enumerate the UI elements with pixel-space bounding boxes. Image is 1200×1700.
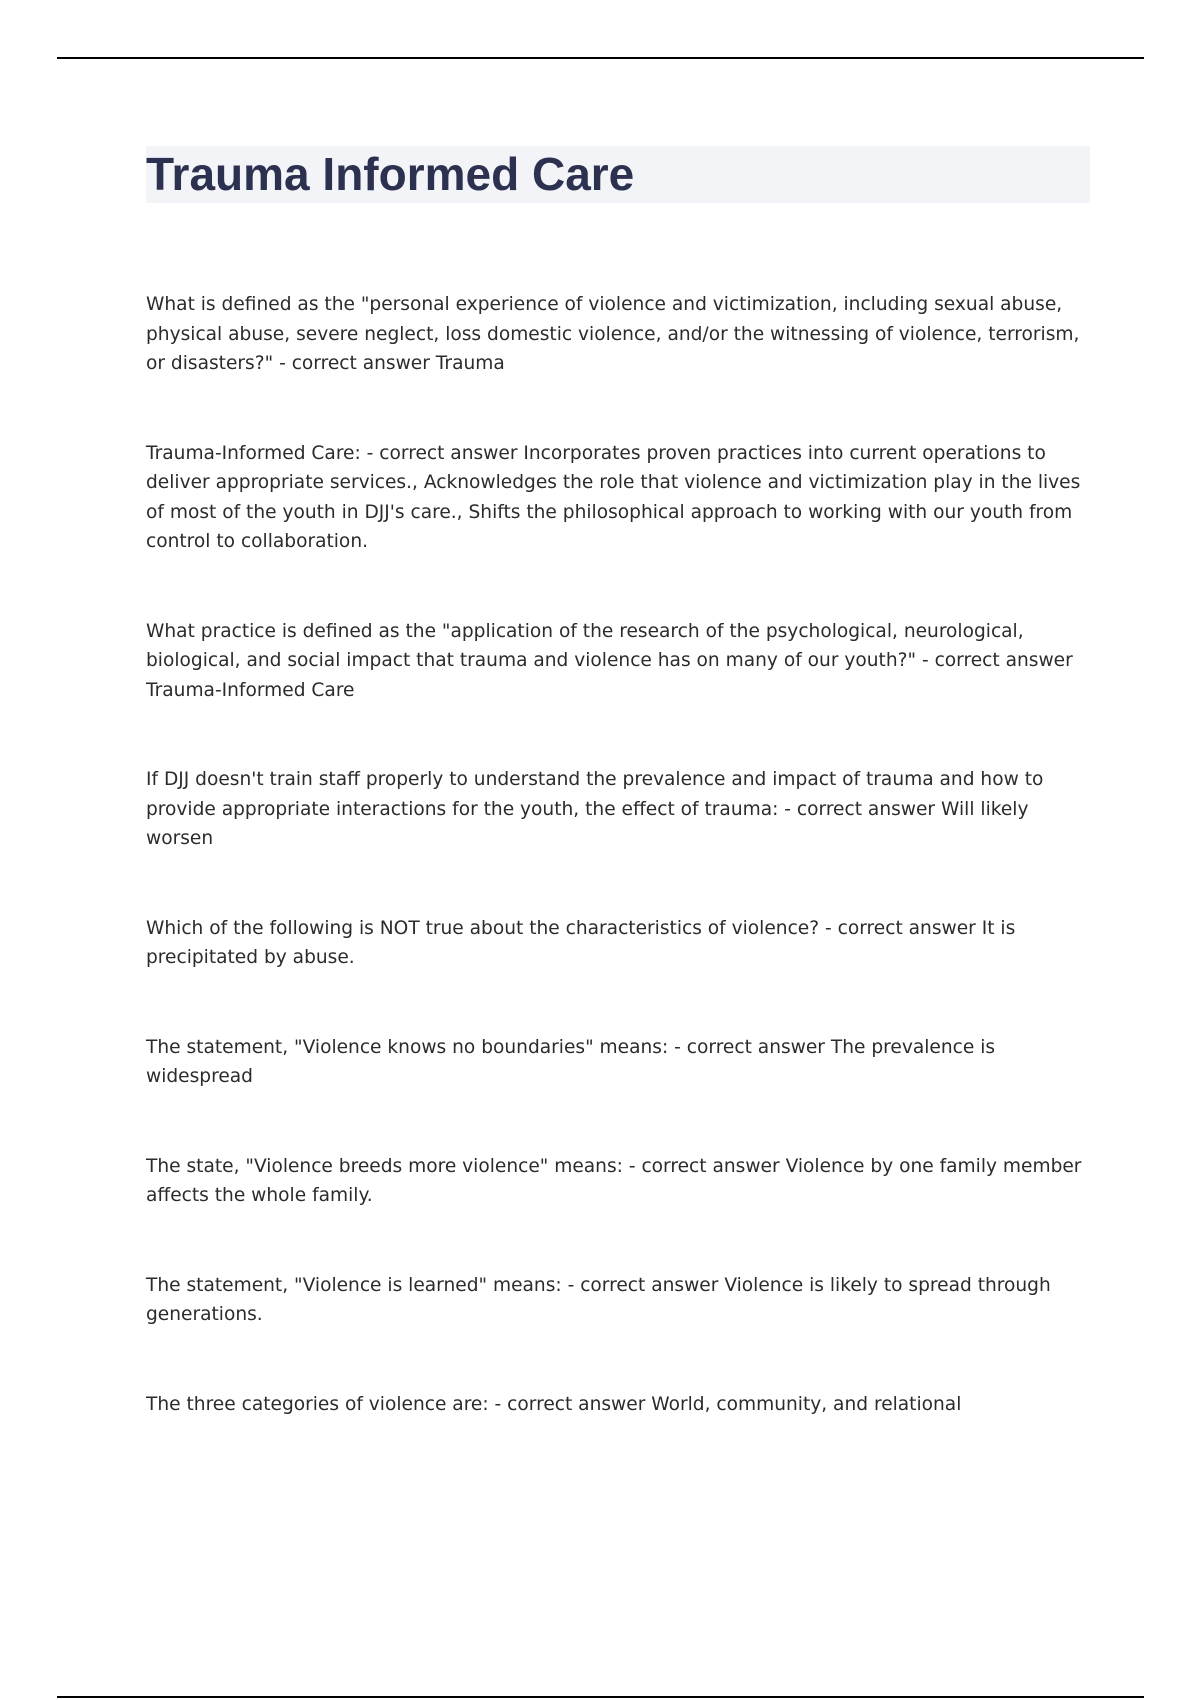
answer-text: World, community, and relational bbox=[651, 1393, 962, 1415]
question-text: Trauma-Informed Care: bbox=[146, 442, 361, 464]
separator-text: - bbox=[561, 1274, 581, 1296]
question-text: Which of the following is NOT true about the characteristics of violence? bbox=[146, 917, 820, 939]
qa-item-3 bbox=[146, 617, 1096, 706]
question-text: The three categories of violence are: bbox=[146, 1393, 489, 1415]
answer-text: Incorporates proven practices into current operations to deliver appropriate services., Acknowledges the role that violence and victimization play in the lives of most of the youth in DJJ's care., Shifts the philosophical approach to working with our youth from control to collaboration. bbox=[146, 442, 1081, 552]
separator-text: - bbox=[668, 1036, 687, 1058]
footer-rule bbox=[57, 1696, 1144, 1698]
answer-label: correct answer bbox=[507, 1393, 646, 1415]
qa-item-2 bbox=[146, 439, 1096, 557]
separator-text: - bbox=[778, 798, 797, 820]
answer-label: correct answer bbox=[686, 1036, 825, 1058]
question-text: What practice is defined as the "application of the research of the psychological, neurological, biological, and social impact that trauma and violence has on many of our youth?" bbox=[146, 620, 1024, 671]
question-text: The state, "Violence breeds more violence" means: bbox=[146, 1155, 623, 1177]
separator-text: - bbox=[273, 353, 292, 374]
answer-text: Trauma-Informed Care bbox=[146, 679, 355, 701]
answer-text: It is precipitated by abuse. bbox=[146, 917, 1016, 968]
answer-label: correct answer bbox=[641, 1155, 780, 1177]
header-rule bbox=[57, 57, 1144, 59]
answer-label: correct answer bbox=[934, 650, 1073, 671]
separator-text: - bbox=[819, 917, 838, 939]
answer-text: Will likely worsen bbox=[146, 798, 1029, 849]
separator-text: - bbox=[916, 650, 935, 671]
answer-label: correct answer bbox=[796, 798, 936, 820]
answer-text: Trauma bbox=[435, 353, 505, 374]
qa-item-7 bbox=[146, 1152, 1096, 1211]
answer-label: correct answer bbox=[580, 1274, 719, 1296]
qa-item-4 bbox=[146, 765, 1096, 854]
qa-item-5 bbox=[146, 914, 1096, 973]
answer-text: The prevalence is widespread bbox=[146, 1036, 996, 1087]
separator-text: - bbox=[622, 1155, 642, 1177]
answer-text: Violence by one family member affects the whole family. bbox=[146, 1155, 1082, 1206]
answer-label: correct answer bbox=[291, 353, 430, 374]
qa-item-6 bbox=[146, 1033, 1096, 1092]
document-title: Trauma Informed Care bbox=[146, 148, 635, 200]
answer-label: correct answer bbox=[837, 917, 976, 939]
separator-text: - bbox=[360, 442, 380, 464]
qa-list bbox=[146, 290, 1096, 1479]
separator-text: - bbox=[488, 1393, 508, 1415]
qa-item-1 bbox=[146, 290, 1096, 379]
qa-item-9 bbox=[146, 1390, 1096, 1420]
question-text: If DJJ doesn't train staff properly to understand the prevalence and impact of trauma and how to provide appropriate interactions for the youth, the effect of trauma: bbox=[146, 769, 1044, 820]
question-text: What is defined as the "personal experience of violence and victimization, including sexual abuse, physical abuse, severe neglect, loss domestic violence, and/or the witnessing of violence, terrorism, or disasters?" bbox=[146, 294, 1080, 374]
question-text: The statement, "Violence is learned" means: bbox=[146, 1274, 562, 1296]
question-text: The statement, "Violence knows no boundaries" means: bbox=[146, 1036, 669, 1058]
answer-text: Violence is likely to spread through generations. bbox=[146, 1274, 1051, 1325]
answer-label: correct answer bbox=[379, 442, 518, 464]
qa-item-8 bbox=[146, 1271, 1096, 1330]
